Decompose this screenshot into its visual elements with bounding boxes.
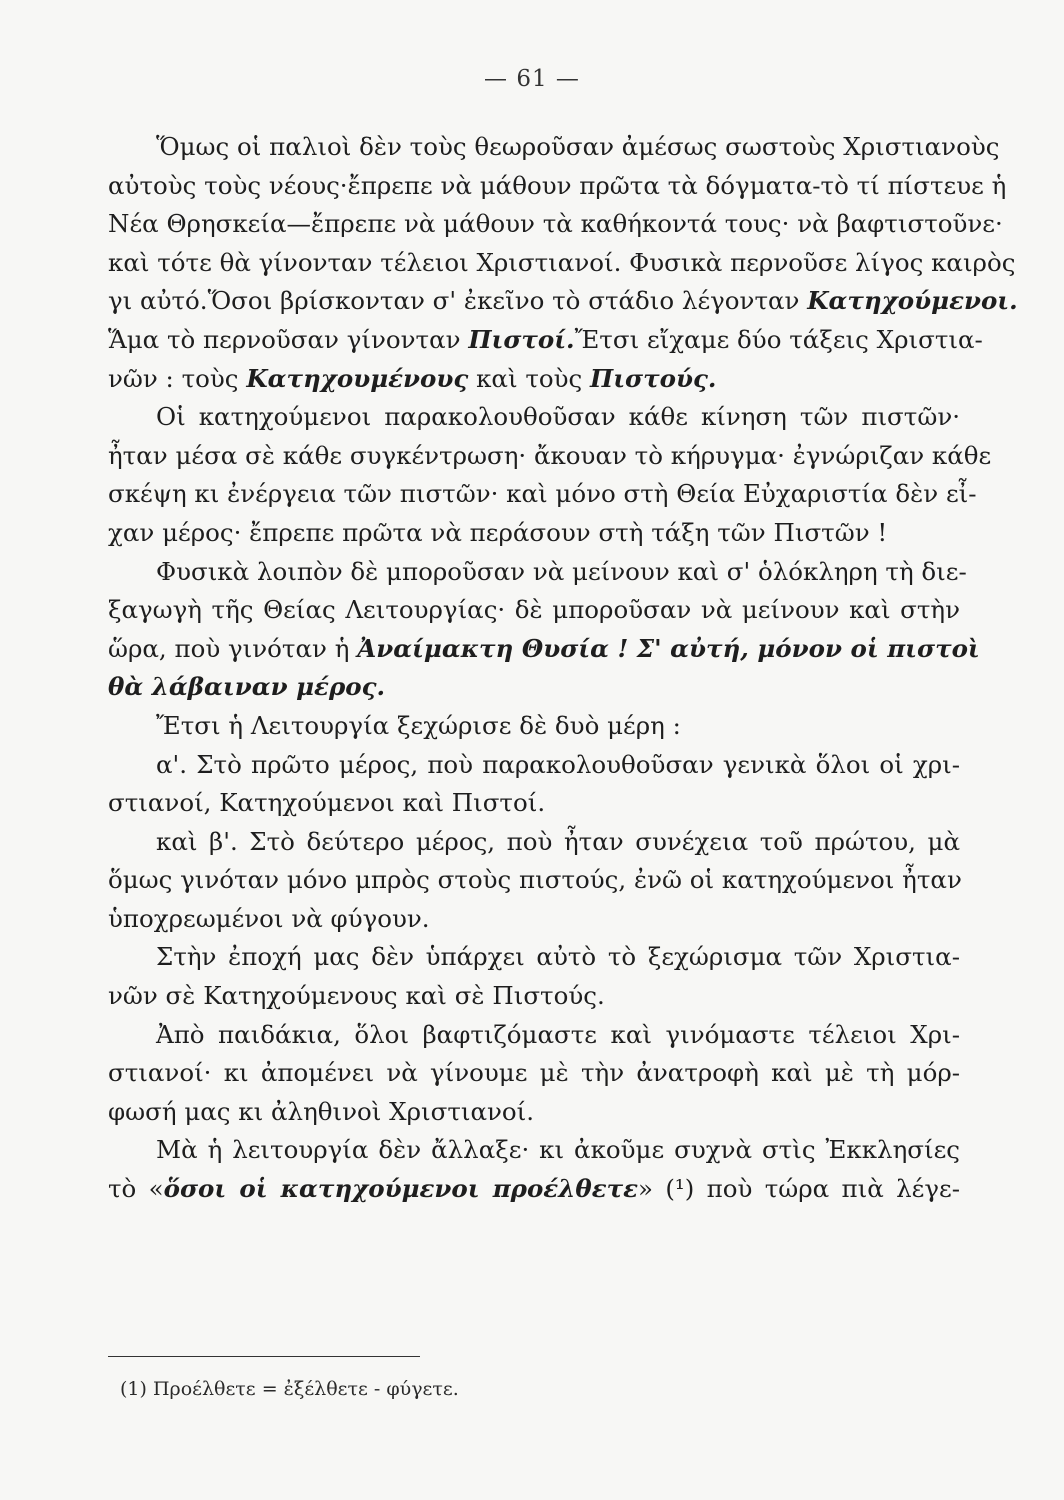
text-line: ξαγωγὴ τῆς Θείας Λειτουργίας· δὲ μποροῦσαν νὰ μείνουν καὶ στὴν [108,595,960,625]
emphasized-text: Κατηχουμένους [246,363,469,393]
emphasized-text: Ἀναίμακτη Θυσία ! Σ' αὐτή, μόνον οἱ πιστοὶ [357,633,980,663]
text-span: Ἅμα τὸ περνοῦσαν γίνονταν [108,324,469,354]
text-line [108,321,983,360]
text-span: τὸ « [108,1174,164,1204]
text-line: αὐτοὺς τοὺς νέους·ἔπρεπε νὰ μάθουν πρῶτα τὰ δόγματα-τὸ τί πίστευε ἡ [108,170,1007,200]
text-line [108,668,960,707]
text-line: νῶν σὲ Κατηχούμενους καὶ σὲ Πιστούς. [108,981,605,1011]
text-line: α'. Στὸ πρῶτο μέρος, ποὺ παρακολουθοῦσαν γενικὰ ὅλοι οἱ χρι- [156,749,960,779]
text-line: Ἔτσι ἡ Λειτουργία ξεχώρισε δὲ δυὸ μέρη : [156,710,681,740]
text-line: στιανοί, Κατηχούμενοι καὶ Πιστοί. [108,788,546,818]
text-line [108,360,960,399]
text-span: » (¹) ποὺ τώρα πιὰ λέγε- [637,1174,960,1204]
text-line: ἦταν μέσα σὲ κάθε συγκέντρωση· ἄκουαν τὸ κήρυγμα· ἐγνώριζαν κάθε [108,440,992,470]
text-span: ὥρα, ποὺ γινόταν ἡ [108,633,358,663]
text-span: νῶν : τοὺς [108,363,247,393]
emphasized-text: ὅσοι οἱ κατηχούμενοι προέλθετε [163,1174,638,1204]
text-line: σκέψη κι ἐνέργεια τῶν πιστῶν· καὶ μόνο στὴ Θεία Εὐχαριστία δὲν εἶ- [108,479,977,509]
emphasized-text: Πιστούς. [590,363,717,393]
text-line: Στὴν ἐποχή μας δὲν ὑπάρχει αὐτὸ τὸ ξεχώρισμα τῶν Χριστια- [156,942,960,972]
text-span: Ἔτσι εἴχαμε δύο τάξεις Χριστια- [574,324,983,354]
text-line [108,630,980,669]
text-line [108,282,1018,321]
text-line: Φυσικὰ λοιπὸν δὲ μποροῦσαν νὰ μείνουν καὶ σ' ὁλόκληρη τὴ διε- [156,556,967,586]
text-line: Ἀπὸ παιδάκια, ὅλοι βαφτιζόμαστε καὶ γινόμαστε τέλειοι Χρι- [156,1019,960,1049]
text-line: χαν μέρος· ἔπρεπε πρῶτα νὰ περάσουν στὴ τάξη τῶν Πιστῶν ! [108,517,888,547]
text-line: φωσή μας κι ἀληθινοὶ Χριστιανοί. [108,1096,535,1126]
text-line: καὶ β'. Στὸ δεύτερο μέρος, ποὺ ἦταν συνέχεια τοῦ πρώτου, μὰ [156,826,960,856]
text-line: καὶ τότε θὰ γίνονταν τέλειοι Χριστιανοί. Φυσικὰ περνοῦσε λίγος καιρὸς [108,247,1016,277]
text-line: Νέα Θρησκεία—ἔπρεπε νὰ μάθουν τὰ καθήκοντά τους· νὰ βαφτιστοῦνε· [108,209,1003,239]
text-line: Μὰ ἡ λειτουργία δὲν ἄλλαξε· κι ἀκοῦμε συχνὰ στὶς Ἐκκλησίες [156,1135,960,1165]
text-span: καὶ τοὺς [468,363,591,393]
text-line [108,1170,960,1209]
emphasized-text: Κατηχούμενοι. [807,286,1018,316]
page-number: — 61 — [484,66,580,92]
text-line: Οἱ κατηχούμενοι παρακολουθοῦσαν κάθε κίνηση τῶν πιστῶν· [156,402,960,432]
footnote-rule [108,1356,420,1357]
footnote: (1) Προέλθετε = ἐξέλθετε - φύγετε. [120,1378,459,1400]
emphasized-text: θὰ λάβαιναν μέρος. [108,672,386,702]
text-span: γι αὐτό.Ὅσοι βρίσκονταν σ' ἐκεῖνο τὸ στάδιο λέγονταν [108,286,808,316]
text-line: Ὅμως οἱ παλιοὶ δὲν τοὺς θεωροῦσαν ἀμέσως σωστοὺς Χριστιανοὺς [156,132,1000,161]
text-line: στιανοί· κι ἀπομένει νὰ γίνουμε μὲ τὴν ἀνατροφὴ καὶ μὲ τὴ μόρ- [108,1058,960,1088]
emphasized-text: Πιστοί. [468,324,575,354]
body-text [108,128,1018,1209]
text-line: ὅμως γινόταν μόνο μπρὸς στοὺς πιστούς, ἐνῶ οἱ κατηχούμενοι ἦταν [108,865,962,895]
text-line: ὑποχρεωμένοι νὰ φύγουν. [108,903,430,933]
